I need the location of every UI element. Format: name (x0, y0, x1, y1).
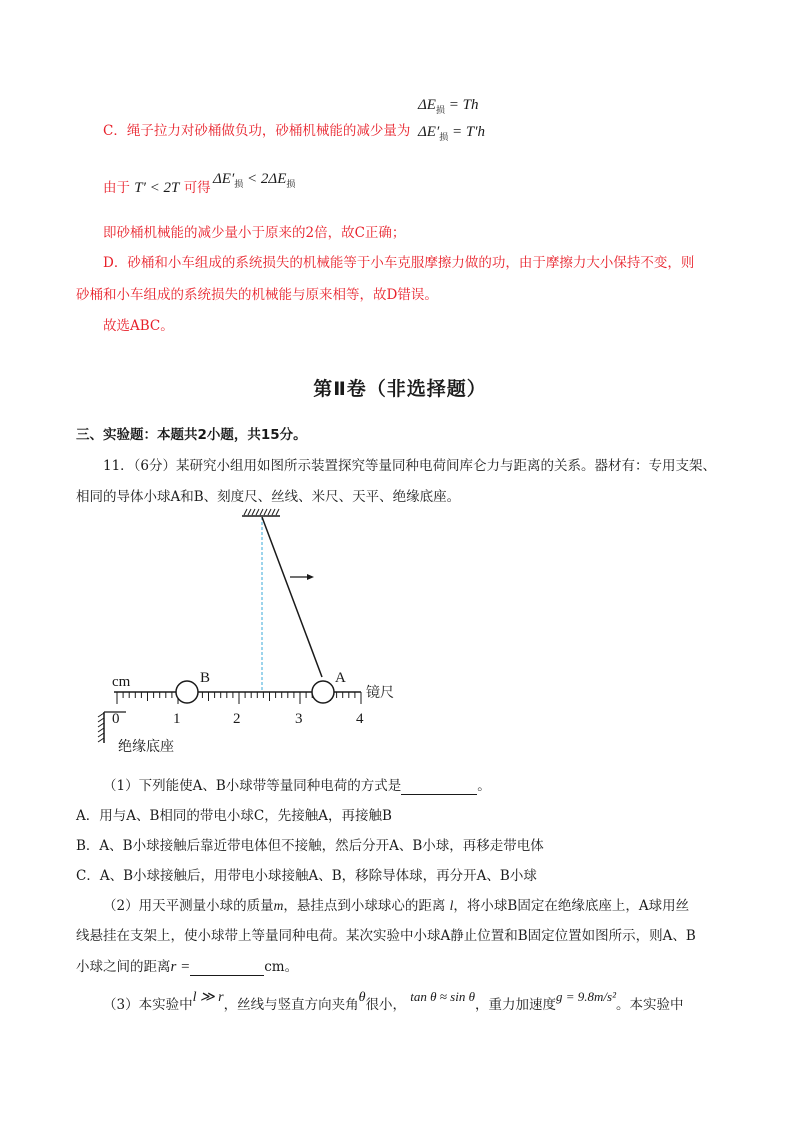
result-sub2: 损 (286, 179, 296, 189)
part1-option-c: C．A、B小球接触后，用带电小球接触A、B，移除导体球，再分开A、B小球 (76, 868, 537, 884)
ball-b-label: B (200, 670, 211, 686)
answer-d-line1: D．砂桶和小车组成的系统损失的机械能等于小车克服摩擦力做的功，由于摩擦力大小保持不变，则 (103, 255, 695, 271)
q11-line1: 11．（6分）某研究小组用如图所示装置探究等量同种电荷间库仑力与距离的关系。器材有：专用支架、 (103, 458, 717, 474)
ball-a-label: A (335, 670, 346, 686)
conclusion-c: 即砂桶机械能的减少量小于原来的2倍，故C正确； (103, 225, 406, 241)
part2-line1a: （2）用天平测量小球的质量 (103, 898, 274, 914)
part2-answer-blank[interactable] (190, 959, 264, 976)
since-condition: T′ < 2T (134, 180, 180, 196)
part1-stem (103, 774, 491, 795)
part3-g: g = 9.8m/s² (555, 989, 616, 1004)
part3-c: 很小， (365, 997, 406, 1013)
base-label: 绝缘底座 (118, 739, 174, 755)
tick-label-4: 4 (356, 711, 364, 727)
part1-stem-end: 。 (477, 778, 491, 794)
equation-energy-loss (418, 97, 478, 116)
part1-answer-blank[interactable] (401, 778, 477, 795)
part3-d: ，重力加速度 (474, 997, 556, 1013)
since-mid: 可得 (183, 180, 211, 196)
part3-cond1: l ≫ r (192, 990, 224, 1005)
result-op: < 2ΔE (247, 171, 287, 187)
answer-d-line2: 砂桶和小车组成的系统损失的机械能与原来相等，故D错误。 (76, 287, 438, 303)
eq1-rhs: = Th (448, 97, 479, 113)
eq2-sub: 损 (439, 132, 449, 142)
part2-r-eq: r = (170, 959, 191, 975)
part2-line3 (76, 955, 298, 976)
coulomb-apparatus-figure (90, 505, 410, 765)
tick-label-0: 0 (112, 711, 120, 727)
force-arrow-head (307, 574, 314, 580)
part2-l: l (449, 898, 454, 913)
part1-option-b: B．A、B小球接触后靠近带电体但不接触，然后分开A、B小球，再移走带电体 (76, 838, 544, 854)
ball-b (176, 681, 198, 703)
result-lhs: ΔE′ (213, 171, 235, 187)
part1-option-a: A．用与A、B相同的带电小球C，先接触A，再接触B (76, 808, 392, 824)
section-title: 第Ⅱ卷（非选择题） (313, 378, 487, 400)
part2-line1c: ，将小球B固定在绝缘底座上，A球用丝 (453, 898, 690, 914)
tick-label-3: 3 (295, 711, 303, 727)
part2-line3a: 小球之间的距离 (76, 959, 171, 975)
thread (262, 517, 322, 677)
part3-e: 。本实验中 (615, 997, 684, 1013)
eq2-rhs: = T′h (452, 124, 486, 140)
ball-a (312, 681, 334, 703)
result-sub1: 损 (234, 179, 244, 189)
part2-m: m (273, 898, 284, 913)
unit-label: cm (112, 674, 131, 690)
part2-line1 (103, 894, 689, 914)
base-hatch (98, 713, 104, 742)
eq2-lhs: ΔE′ (418, 124, 440, 140)
eq1-sub: 损 (435, 105, 445, 115)
q11-line2: 相同的导体小球A和B、刻度尺、丝线、米尺、天平、绝缘底座。 (76, 489, 461, 505)
ruler-name: 镜尺 (366, 685, 394, 701)
support-hatch (244, 509, 279, 515)
part2-line3b: cm。 (264, 959, 299, 975)
part3-cond2: tan θ ≈ sin θ (410, 989, 475, 1004)
since-line (103, 176, 211, 197)
since-result (213, 171, 295, 190)
answer-c-text: C．绳子拉力对砂桶做负功，砂桶机械能的减少量为 (103, 123, 411, 139)
part3-theta: θ (358, 990, 366, 1005)
part2-line2: 线悬挂在支架上，使小球带上等量同种电荷。某次实验中小球A静止位置和B固定位置如图所示，则A、B (76, 928, 696, 944)
tick-label-1: 1 (173, 711, 181, 727)
eq1-lhs: ΔE (418, 97, 436, 113)
since-prefix: 由于 (103, 180, 130, 196)
part1-stem-text: （1）下列能使A、B小球带等量同种电荷的方式是 (103, 778, 402, 794)
part3-b: ，丝线与竖直方向夹角 (223, 997, 359, 1013)
section-intro: 三、实验题：本题共2小题，共15分。 (76, 427, 307, 443)
part2-line1b: ，悬挂点到小球球心的距离 (283, 898, 446, 914)
tick-label-2: 2 (233, 711, 241, 727)
part3-a: （3）本实验中 (103, 997, 193, 1013)
equation-energy-loss-new (418, 124, 485, 143)
final-choice: 故选ABC。 (103, 318, 174, 334)
part3-line (103, 989, 684, 1014)
